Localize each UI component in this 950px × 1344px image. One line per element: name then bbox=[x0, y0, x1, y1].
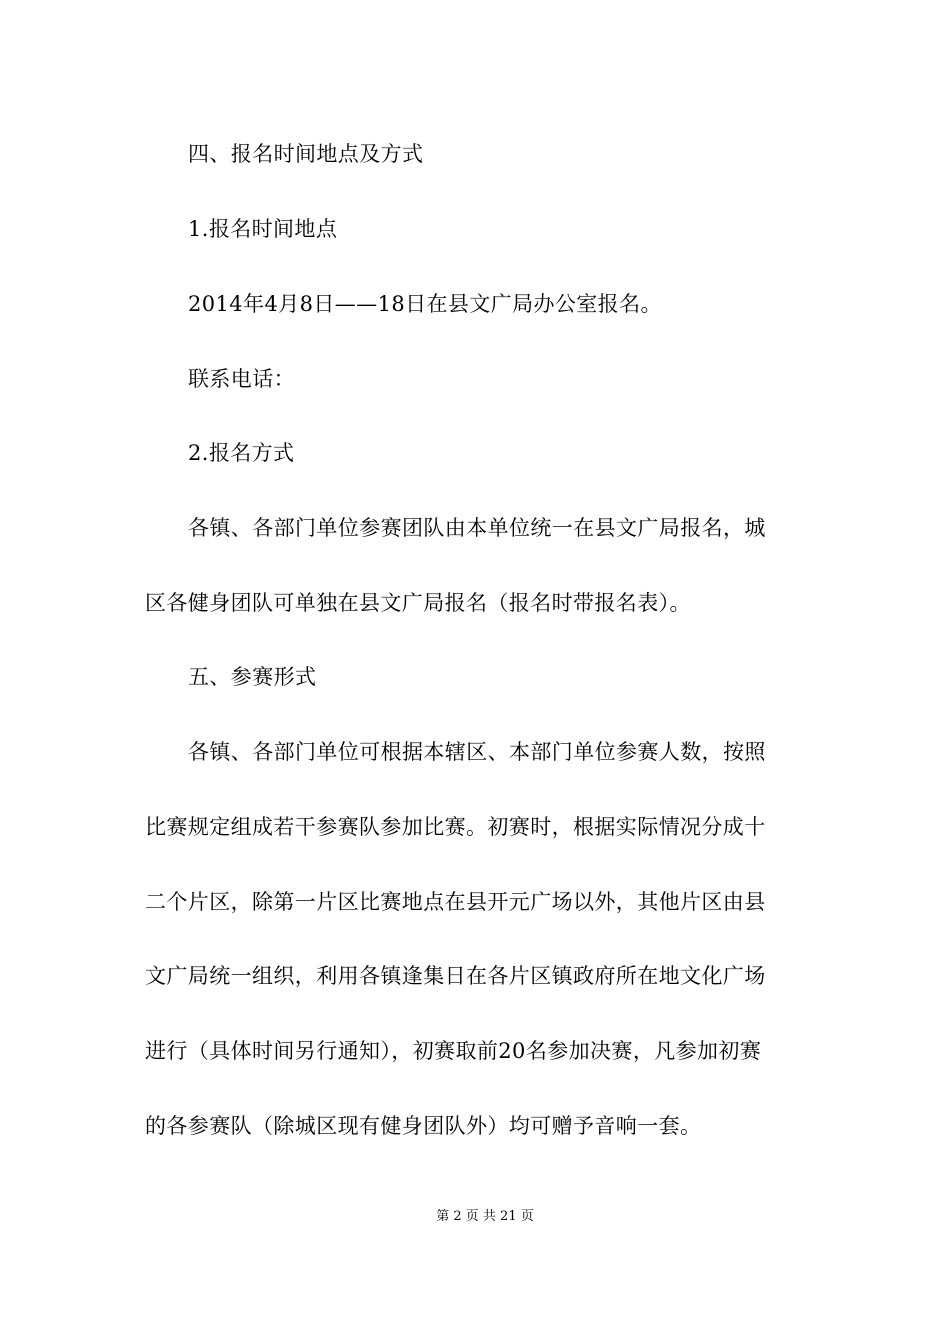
section-heading-competition-format: 五、参赛形式 bbox=[188, 665, 317, 689]
paragraph-format-line-4: 文广局统一组织，利用各镇逢集日在各片区镇政府所在地文化广场 bbox=[145, 964, 766, 988]
page-number-footer: 第 2 页 共 21 页 bbox=[436, 1209, 534, 1224]
paragraph-contact-phone: 联系电话： bbox=[188, 367, 295, 391]
paragraph-registration-method-line-1: 各镇、各部门单位参赛团队由本单位统一在县文广局报名，城 bbox=[188, 516, 766, 540]
paragraph-format-line-1: 各镇、各部门单位可根据本辖区、本部门单位参赛人数，按照 bbox=[188, 740, 766, 764]
subheading-registration-method: 2.报名方式 bbox=[188, 441, 295, 465]
paragraph-registration-date: 2014年4月8日——18日在县文广局办公室报名。 bbox=[188, 292, 662, 316]
paragraph-format-line-2: 比赛规定组成若干参赛队参加比赛。初赛时，根据实际情况分成十 bbox=[145, 815, 766, 839]
section-heading-registration: 四、报名时间地点及方式 bbox=[188, 142, 424, 166]
paragraph-registration-method-line-2: 区各健身团队可单独在县文广局报名（报名时带报名表）。 bbox=[145, 591, 691, 615]
paragraph-format-line-5: 进行（具体时间另行通知），初赛取前20名参加决赛，凡参加初赛 bbox=[145, 1039, 762, 1063]
subheading-registration-time-place: 1.报名时间地点 bbox=[188, 217, 338, 241]
paragraph-format-line-6: 的各参赛队（除城区现有健身团队外）均可赠予音响一套。 bbox=[145, 1114, 702, 1138]
paragraph-format-line-3: 二个片区，除第一片区比赛地点在县开元广场以外，其他片区由县 bbox=[145, 890, 766, 914]
